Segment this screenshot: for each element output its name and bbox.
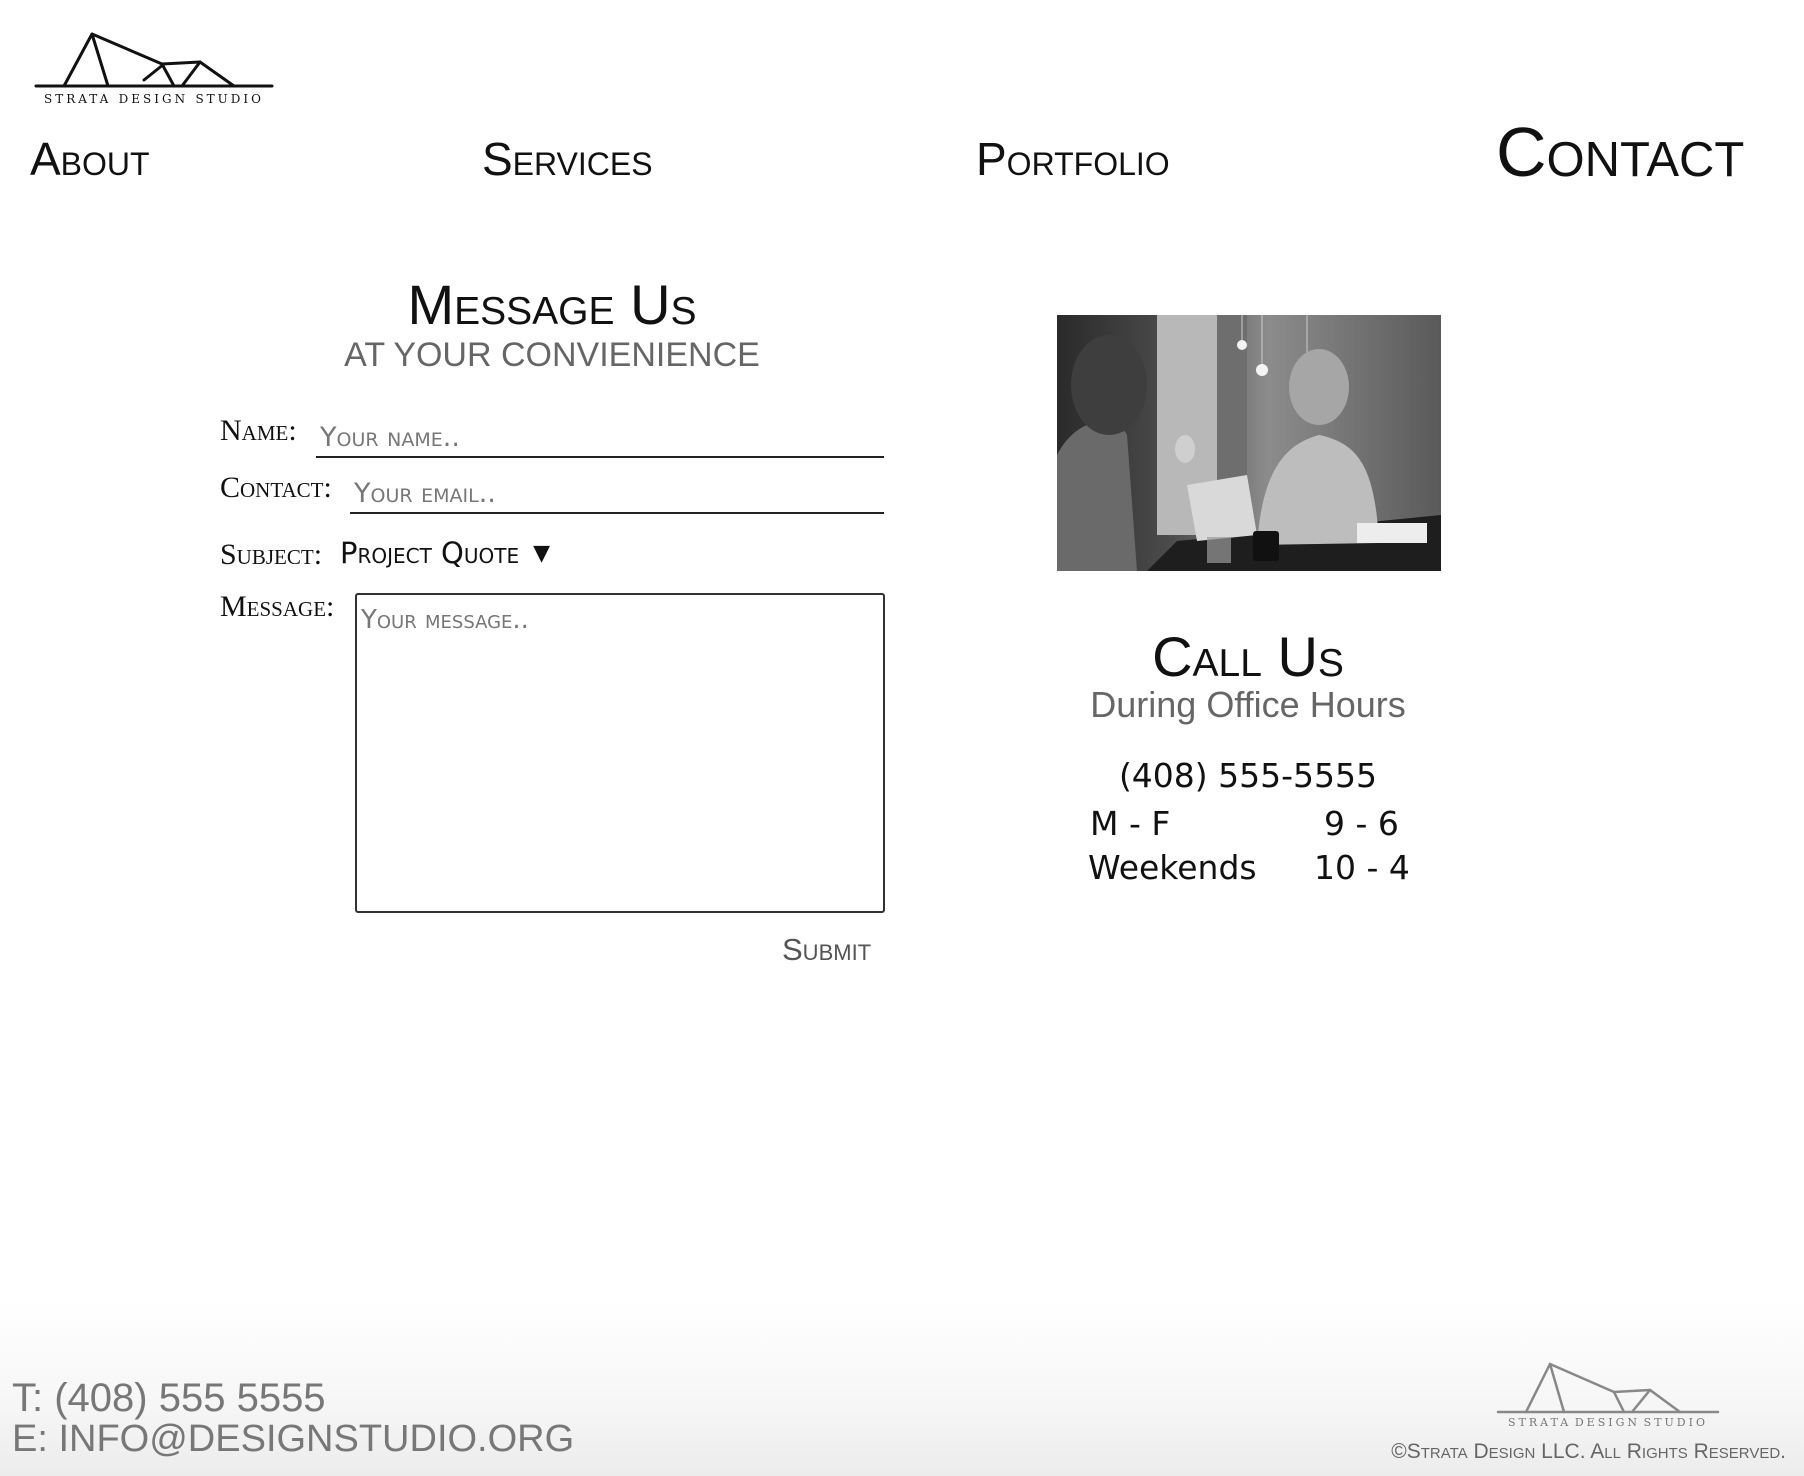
footer-phone-link[interactable]: T: (408) 555 5555	[12, 1376, 326, 1420]
call-us-title: Call Us	[1152, 625, 1344, 688]
logo-wordmark	[34, 92, 274, 106]
footer-email-link[interactable]: E: INFO@DESIGNSTUDIO.ORG	[12, 1418, 575, 1460]
submit-button[interactable]: Submit	[782, 932, 872, 967]
hours-days-weekday: M - F	[1090, 804, 1171, 843]
logo-word: STRATA	[1508, 1416, 1572, 1429]
message-us-title: Message Us	[407, 273, 697, 336]
nav-link-services[interactable]: Services	[482, 133, 653, 185]
subject-select[interactable]	[340, 536, 550, 570]
subject-label: Subject:	[220, 538, 323, 571]
hours-days-weekend: Weekends	[1088, 848, 1257, 887]
email-input[interactable]	[350, 474, 884, 514]
logo-word: DESIGN	[1574, 1416, 1640, 1429]
message-label: Message:	[220, 590, 335, 623]
footer-logo-wordmark	[1496, 1416, 1720, 1429]
message-us-subtitle: AT YOUR CONVIENIENCE	[344, 336, 760, 374]
footer-logo[interactable]	[1496, 1360, 1720, 1432]
name-input[interactable]	[316, 418, 884, 458]
nav-link-contact[interactable]: Contact	[1496, 113, 1745, 191]
call-us-subtitle: During Office Hours	[1090, 684, 1406, 725]
logo-word: DESIGN	[118, 92, 189, 106]
logo-word: STUDIO	[1643, 1416, 1708, 1429]
hours-time-weekend: 10 - 4	[1314, 848, 1410, 887]
message-textarea[interactable]	[355, 593, 885, 913]
logo-mountains-icon	[1496, 1360, 1720, 1416]
meeting-photo	[1057, 315, 1441, 571]
hours-time-weekday: 9 - 6	[1324, 804, 1399, 843]
logo-word: STUDIO	[195, 92, 264, 106]
nav-link-portfolio[interactable]: Portfolio	[976, 133, 1170, 185]
contact-label: Contact:	[220, 471, 332, 504]
logo-word: STRATA	[44, 92, 112, 106]
logo-mountains-icon	[34, 28, 274, 94]
subject-selected-value: Project Quote	[340, 536, 520, 570]
chevron-down-icon: ▼	[533, 540, 551, 566]
meeting-photo-image	[1057, 315, 1441, 571]
name-label: Name:	[220, 414, 297, 447]
phone-number-link[interactable]: (408) 555-5555	[1118, 756, 1378, 795]
copyright-text: ©Strata Design LLC. All Rights Reserved.	[1391, 1440, 1786, 1463]
brand-logo[interactable]	[34, 28, 274, 110]
nav-link-about[interactable]: About	[30, 133, 150, 185]
